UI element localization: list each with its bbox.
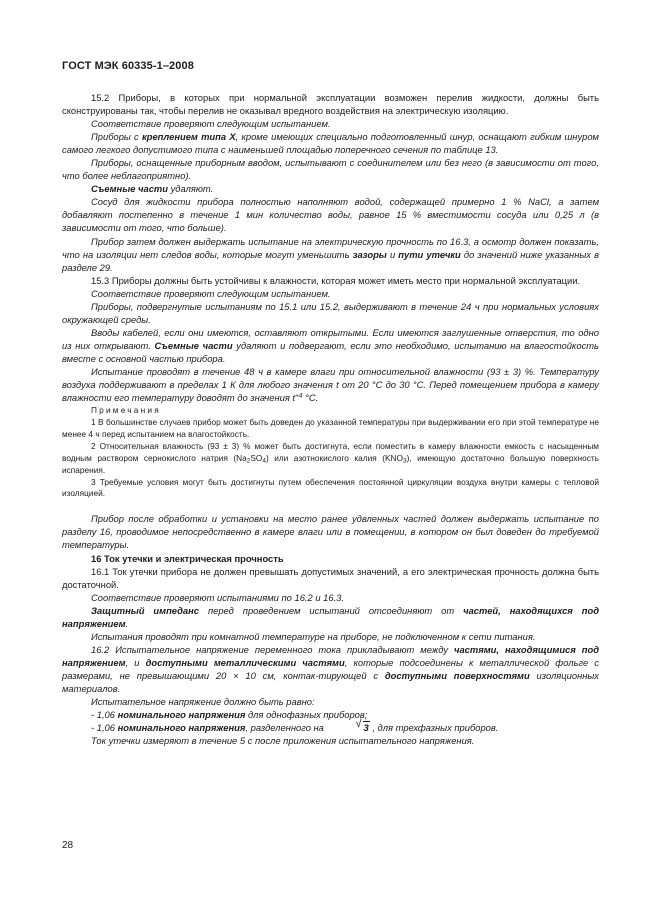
paragraph-appliance-inlet: Приборы, оснащенные приборным вводом, испытывают с соединителем или без него (в зависимости от того, что более неблагоприятно). (62, 157, 599, 182)
defined-term: пути утечки (398, 248, 461, 260)
text-run: Вводы кабелей, если они имеются, оставляют открытыми. Если имеются заглушенные отверстия, то одно из них открывают. (62, 326, 599, 351)
paragraph-after-treatment: Прибор после обработки и установки на место ранее удвленных частей должен выдержать испытание по разделу 16, проводимое непосредственно в камере влаги или в помещении, в котором он был доведен до требуемой температуры. (62, 513, 599, 551)
text-run: удаляют и подвергают, если это необходимо, испытанию на влагостойкость вместе с основной частью прибора. (62, 339, 599, 364)
paragraph-protective-impedance (62, 604, 599, 630)
paragraph-15-2: 15.2 Приборы, в которых при нормальной эксплуатации возможен перелив жидкости, должны быть сконструированы так, чтобы перелив не оказывал вредного воздействия на электрическую изоляцию. (62, 92, 599, 117)
text-run: - 1,06 (91, 722, 118, 734)
paragraph-test-voltage: Испытательное напряжение должно быть равно: (91, 696, 315, 708)
compliance-statement: Соответствие проверяют следующим испытанием. (91, 118, 331, 130)
paragraph-15-3: 15.3 Приборы должны быть устойчивы к влажности, которая может иметь место при нормальной эксплуатации. (91, 274, 581, 286)
paragraph-type-x-attachment (62, 130, 599, 156)
subscript: 3 (402, 457, 407, 465)
paragraph-detachable-parts (62, 182, 599, 195)
defined-term: Защитный импеданс (91, 604, 200, 616)
section-heading-16: 16 Ток утечки и электрическая прочность (91, 552, 284, 564)
paragraph-preconditioning: Приборы, подвергнутые испытаниям по 15.1 или 15.2, выдерживают в течение 24 ч при нормальных условиях окружающей среды. (62, 300, 599, 325)
text-run: ), имеющую достаточно большую поверхность испарения. (62, 452, 600, 475)
text-run: удаляют. (168, 183, 214, 195)
defined-term: доступными поверхностями (384, 669, 530, 681)
text-run: для однофазных приборов; (245, 709, 368, 721)
page-number: 28 (62, 840, 74, 851)
defined-term: креплением типа X (141, 131, 236, 143)
text-run: , кроме имеющих специально подготовленный шнур, оснащают гибким шнуром самого легкого допустимого типа с наименьшей площадью поперечного сечения по таблице 13. (62, 131, 599, 156)
text-run: 2 Относительная влажность (93 ± 3) % может быть достигнута, если поместить в камеру влажности емкость с насыщенным водным раствором сернокислого натрия (Na (62, 440, 599, 463)
subscript: 4 (262, 457, 266, 465)
paragraph-16-2 (62, 643, 599, 695)
paragraph-16-1: 16.1 Ток утечки прибора не должен превышать допустимых значений, а его электрическая прочность должна быть достаточной. (62, 565, 599, 590)
document-body (62, 91, 599, 747)
document-header: ГОСТ МЭК 60335-1–2008 (62, 60, 194, 72)
note-3: 3 Требуемые условия могут быть достигнуты путем обеспечения постоянной циркуляции воздуха внутри камеры с тепловой изоляцией. (62, 476, 599, 499)
text-run: до значений ниже указанных в разделе 29. (62, 248, 599, 273)
defined-term: номинального напряжения (117, 709, 246, 721)
text-run: SO (250, 452, 263, 463)
paragraph-room-temperature: Испытания проводят при комнатной температуре на приборе, не подключенном к сети питания. (91, 630, 536, 642)
defined-term: номинального напряжения (117, 722, 246, 734)
subscript: 2 (246, 457, 251, 465)
defined-term: доступными металлическими частями (145, 656, 345, 668)
paragraph-liquid-container: Сосуд для жидкости прибора полностью наполняют водой, содержащей примерно 1 % NaCl, а затем добавляют постепенно в течение 1 мин количество воды, равное 15 % вместимости сосуда или 0,25 л (в зависимости от того, что больше). (62, 196, 599, 234)
defined-term: частей, находящихся под напряжением (62, 604, 600, 629)
text-run: перед проведением испытаний отсоединяют от (199, 604, 464, 616)
text-run: °С. (302, 392, 319, 404)
text-run: ) или азотнокислого калия (KNO (265, 452, 403, 463)
text-run: , которые подсоединены к металлической фольге с размерами, не превышающими 20 × 10 см, контак-тирующей с (62, 656, 599, 681)
text-run: Приборы с (91, 131, 142, 143)
paragraph-cable-entries (62, 326, 599, 365)
defined-term: Съемные части (91, 183, 168, 195)
radicand: 3 (363, 722, 369, 734)
text-run: Прибор затем должен выдержать испытание на электрическую прочность по 16.3, а осмотр должен показать, что на изоляции нет следов воды, которые могут уменьшить (62, 235, 599, 260)
text-run: Испытание проводят в течение 48 ч в камере влаги при относительной влажности (93 ± 3) %. Температуру воздуха поддерживают в пределах 1 К для любого значения t от 20 °С до 30 °С. Перед помещением прибора в камеру влажности его температуру доводят до значения t (62, 365, 599, 404)
compliance-statement: Соответствие проверяют испытаниями по 16.2 и 16.3. (91, 591, 345, 603)
defined-term: частями, находящимися под напряжением (62, 643, 599, 668)
text-run: - 1,06 (91, 709, 118, 721)
list-item-three-phase (62, 718, 599, 734)
text-run: . (125, 617, 129, 629)
spacer (62, 500, 599, 512)
text-run: , для трехфазных приборов. (369, 722, 499, 734)
defined-term: Съемные части (154, 339, 233, 351)
paragraph-humidity-test (62, 365, 599, 404)
radical-sign: √ (355, 718, 362, 731)
square-root (327, 718, 370, 734)
text-run: , разделенного на (245, 722, 327, 734)
superscript: +4 (295, 392, 303, 400)
defined-term: зазоры (352, 248, 387, 260)
paragraph-leakage-measurement: Ток утечки измеряют в течение 5 с после приложения испытательного напряжения. (91, 735, 475, 747)
notes-title: Примечания (91, 405, 161, 416)
text-run: 16.2 Испытательное напряжение переменного тока прикладывают между (91, 643, 454, 655)
compliance-statement: Соответствие проверяют следующим испытанием. (91, 287, 331, 299)
text-run: и (386, 248, 399, 260)
note-2 (62, 441, 599, 477)
note-1: 1 В большинстве случаев прибор может быть доведен до указанной температуры при выдерживании его при этой температуре не менее 4 ч перед испытанием на влагостойкость. (62, 417, 599, 439)
text-run: , и (125, 656, 146, 668)
paragraph-electric-strength (62, 235, 599, 274)
text-run: изоляционных материалов. (62, 669, 599, 694)
notes-block (62, 405, 599, 500)
